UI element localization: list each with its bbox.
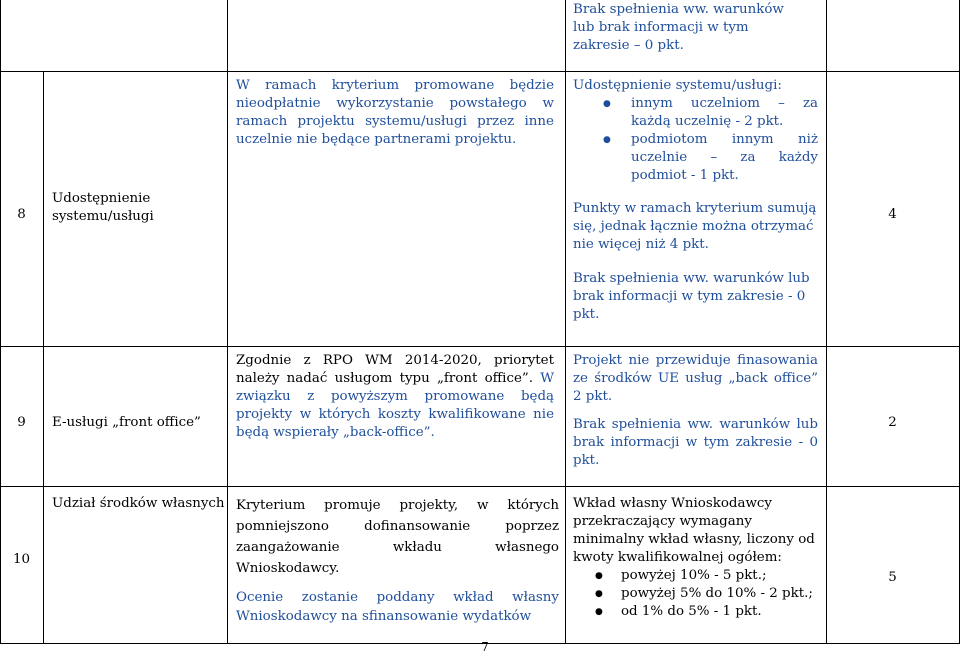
description-part: Ocenie zostanie poddany wkład własny Wnioskodawcy na sfinansowanie wydatków: [236, 590, 559, 624]
criterion-description: [236, 352, 554, 442]
rule-item: ● podmiotom innym niż uczelnie – za każdy podmiot - 1 pkt.: [573, 131, 818, 185]
page-number: 7: [481, 640, 489, 654]
description-part: W związku z powyższym promowane będą projekty w których koszty kwalifikowane nie będą wspierały „back-office”.: [236, 371, 554, 440]
rule-item: ● od 1% do 5% - 1 pkt.: [573, 603, 821, 621]
rule-none: Brak spełnienia ww. warunków lub brak informacji w tym zakresie - 0 pkt.: [573, 417, 818, 468]
criterion-name: E-usługi „front office”: [52, 415, 201, 430]
row-number: 9: [17, 415, 26, 430]
rule-item: ● powyżej 5% do 10% - 2 pkt.;: [573, 585, 821, 603]
description-part: Kryterium promuje projekty, w których pomniejszono dofinansowanie poprzez zaangażowanie wkładu własnego Wnioskodawcy.: [236, 498, 559, 576]
criterion-rules: [573, 77, 818, 324]
grid-line: [0, 346, 960, 347]
points-value: 2: [888, 415, 897, 430]
rule-none: Brak spełnienia ww. warunków lub brak informacji w tym zakresie - 0 pkt.: [573, 271, 810, 322]
criterion-name: Udostępnienie systemu/usługi: [52, 191, 154, 224]
grid-line: [565, 0, 566, 643]
criterion-description: W ramach kryterium promowane będzie nieodpłatnie wykorzystanie powstałego w ramach projektu systemu/usługi przez inne uczelnie nie będące partnerami projektu.: [236, 78, 554, 147]
row-number: 10: [12, 552, 31, 567]
criterion-description: [236, 495, 559, 626]
grid-line: [0, 486, 960, 487]
grid-line: [0, 0, 1, 71]
grid-line: [0, 71, 960, 72]
criterion-name: Udział środków własnych: [52, 496, 225, 511]
rule-item: Projekt nie przewiduje finasowania ze środków UE usług „back office” 2 pkt.: [573, 353, 818, 404]
grid-line: [826, 0, 827, 643]
rule-item: ● innym uczelniom – za każdą uczelnię - 2 pkt.: [573, 95, 818, 131]
rule-sum: Punkty w ramach kryterium sumują się, jednak łącznie można otrzymać nie więcej niż 4 pkt.: [573, 201, 817, 252]
criterion-rules: [573, 495, 821, 621]
points-value: 5: [888, 570, 897, 585]
grid-line: [43, 71, 44, 643]
top-rule-none: Brak spełnienia ww. warunków lub brak informacji w tym zakresie – 0 pkt.: [573, 2, 784, 53]
rule-intro: Udostępnienie systemu/usługi:: [573, 78, 782, 93]
description-part: Zgodnie z RPO WM 2014-2020, priorytet należy nadać usługom typu „front office”.: [236, 353, 554, 386]
points-value: 4: [888, 207, 897, 222]
rule-item: ● powyżej 10% - 5 pkt.;: [573, 567, 821, 585]
criterion-rules: [573, 352, 818, 470]
grid-line: [227, 0, 228, 643]
row-number: 8: [17, 207, 26, 222]
rule-intro: Wkład własny Wnioskodawcy przekraczający wymagany minimalny wkład własny, liczony od kwoty kwalifikowalnej ogółem:: [573, 496, 815, 565]
